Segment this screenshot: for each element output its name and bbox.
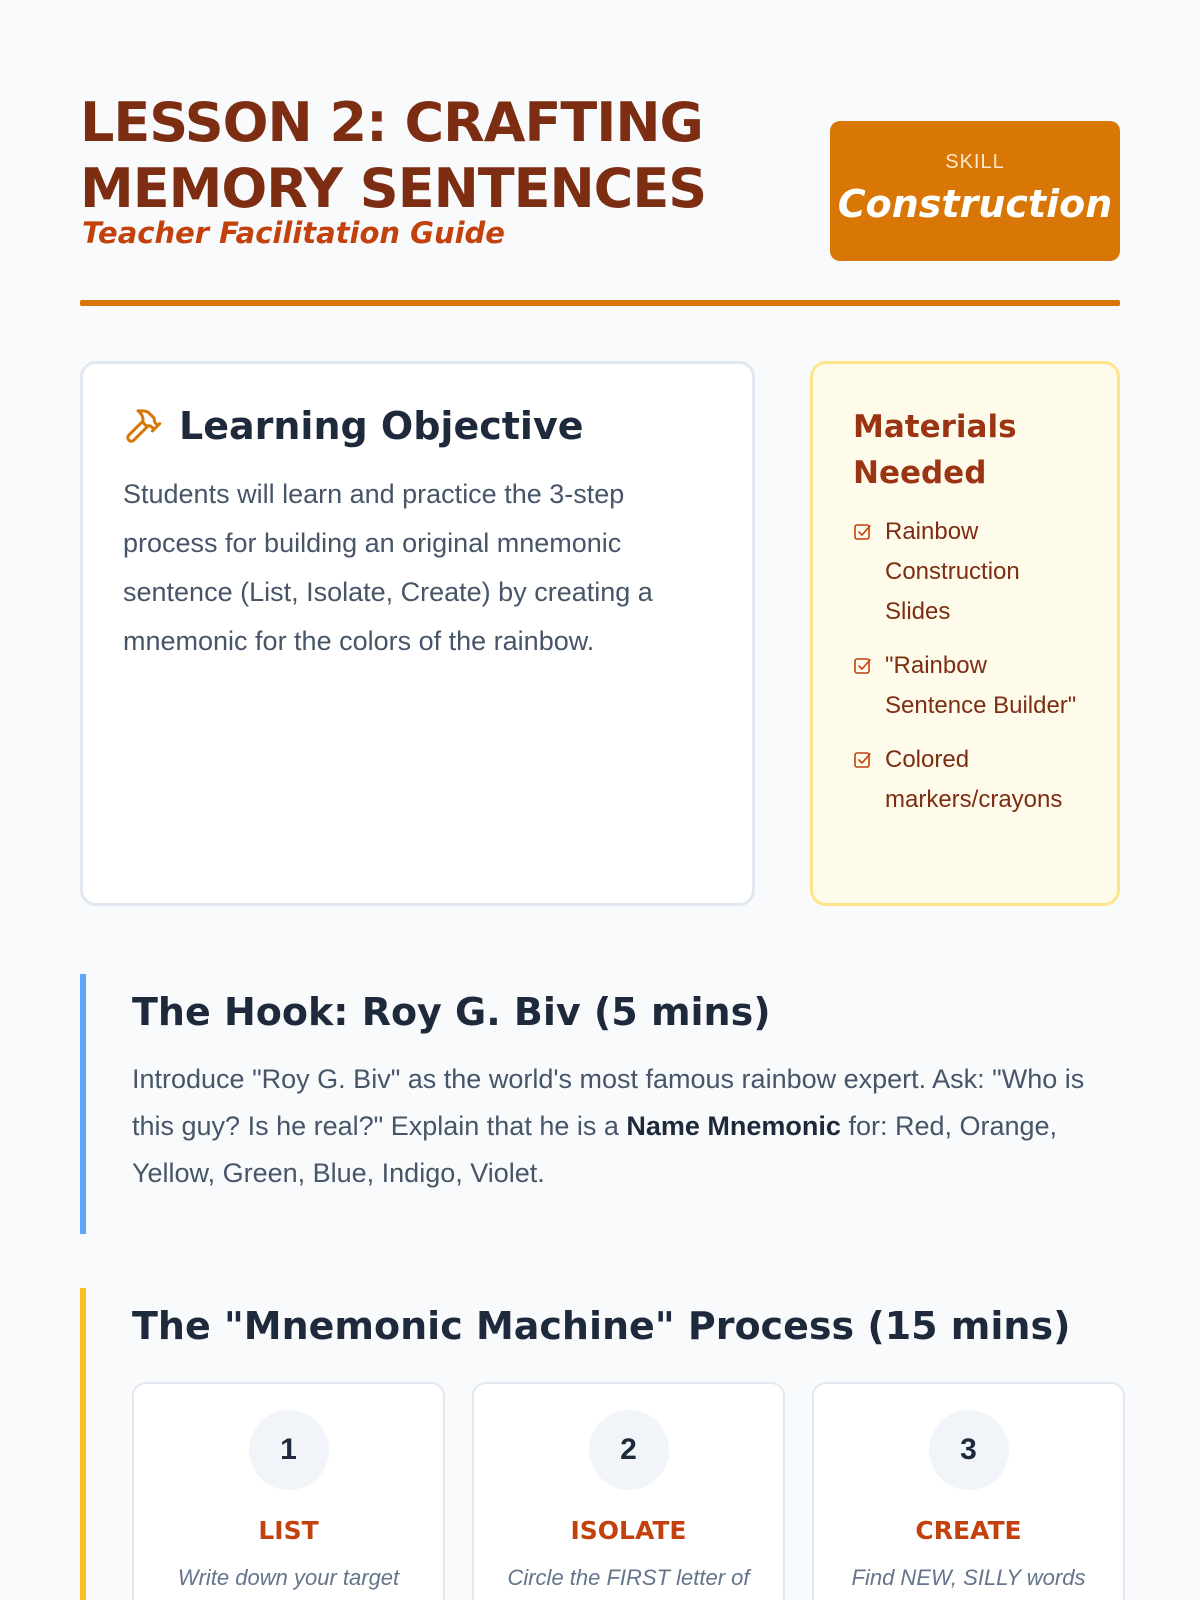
mnemonic-machine-section [80,1288,1120,1600]
lesson-page [80,80,1120,1590]
material-item: Colored markers/crayons [885,746,1063,813]
header-divider [80,300,1120,306]
lesson-subtitle: Teacher Facilitation Guide [82,216,505,250]
hook-text-after: for: Red, Orange, Yellow, Green, Blue, Indigo, Violet. [132,1111,1058,1188]
hammer-icon [123,406,163,446]
hook-text-before: Introduce "Roy G. Biv" as the world's most famous rainbow expert. Ask: "Who is this guy? Is he real?" Explain that he is a [132,1064,1085,1141]
checkbox-icon [853,656,873,676]
step-card-list [132,1382,445,1600]
step-number: 3 [929,1410,1009,1490]
materials-heading: Materials Needed [853,409,1017,491]
lesson-header [80,80,1120,302]
checkbox-icon [853,522,873,542]
skill-value: Construction [837,182,1113,226]
step-description: Find NEW, SILLY words [851,1565,1086,1590]
skill-badge [830,121,1120,261]
hook-text-bold: Name Mnemonic [626,1111,841,1141]
checkbox-icon [853,750,873,770]
step-card-isolate [472,1382,785,1600]
materials-list [853,512,1077,820]
objective-heading: Learning Objective [179,404,584,448]
hook-text [132,1056,1120,1197]
skill-label: SKILL [945,151,1005,173]
step-title: ISOLATE [570,1516,687,1545]
lesson-title: LESSON 2: CRAFTING MEMORY SENTENCES [80,91,707,220]
objective-text: Students will learn and practice the 3-step process for building an original mnemonic sentence (List, Isolate, Create) by creating a mnemonic for the colors of the rainbow. [123,479,653,656]
step-title: CREATE [915,1516,1022,1545]
step-description: Write down your target [177,1565,400,1590]
materials-card [810,361,1120,906]
step-title: LIST [258,1516,319,1545]
objective-heading-row [123,404,712,448]
learning-objective-card [80,361,755,906]
process-steps [132,1382,1126,1600]
material-item: Rainbow Construction Slides [885,518,1020,625]
hook-heading: The Hook: Roy G. Biv (5 mins) [132,990,771,1034]
step-number: 1 [249,1410,329,1490]
step-card-create [812,1382,1125,1600]
machine-heading: The "Mnemonic Machine" Process (15 mins) [132,1304,1071,1348]
list-item [853,740,1077,820]
material-item: "Rainbow Sentence Builder" [885,652,1077,719]
list-item [853,512,1077,632]
step-number: 2 [589,1410,669,1490]
hook-section [80,974,1120,1234]
step-description: Circle the FIRST letter of [507,1565,750,1590]
list-item [853,646,1077,726]
